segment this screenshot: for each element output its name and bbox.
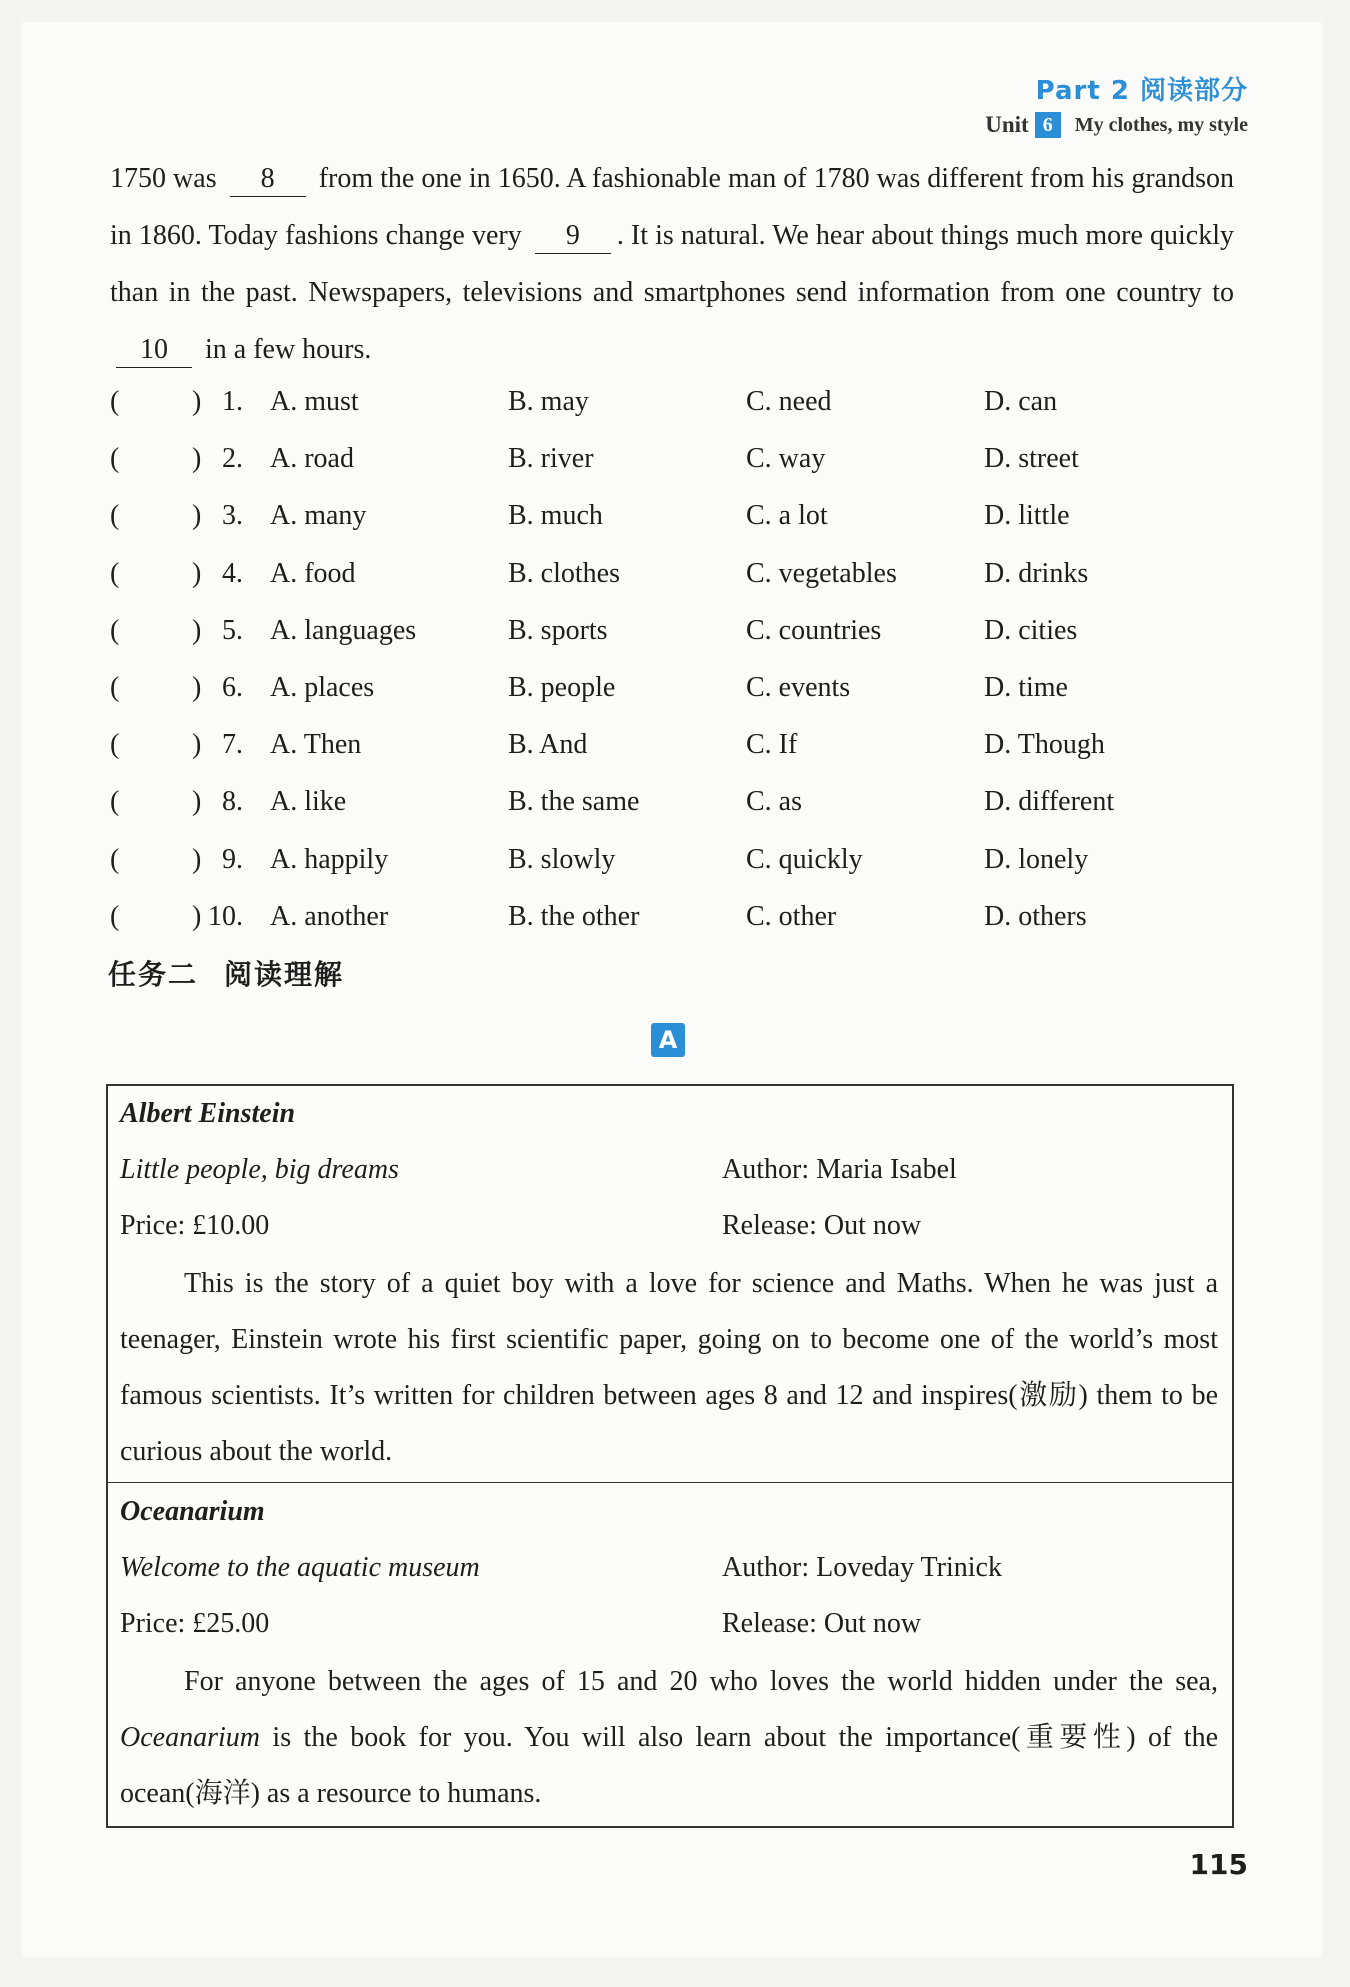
cloze-passage (110, 150, 1234, 378)
question-row (110, 608, 1240, 665)
option-c: C. If (746, 729, 798, 761)
task-heading (108, 953, 344, 993)
option-a: A. another (270, 900, 389, 932)
question-number: 1. (222, 386, 243, 417)
option-b: B. sports (508, 614, 608, 646)
question-number: 9. (222, 843, 243, 875)
answer-paren-close: ) (192, 386, 202, 417)
book-title: Oceanarium (120, 1496, 265, 1527)
option-d: D. time (984, 671, 1068, 703)
passage-text: 1750 was (110, 163, 217, 194)
option-c: C. way (746, 443, 826, 475)
question-number: 6. (222, 671, 243, 703)
answer-paren-close: ) (192, 443, 202, 475)
answer-paren-close: ) (192, 614, 202, 646)
option-d: D. drinks (984, 557, 1089, 589)
answer-paren-open[interactable]: ( (110, 843, 120, 875)
description-text: is the book for you. You will also learn about the importance(重要性) of the ocean(海洋) as a resource to humans. (120, 1722, 1218, 1809)
answer-paren-close: ) (192, 671, 202, 703)
task-title: 阅读理解 (224, 958, 345, 991)
option-b: B. clothes (508, 557, 620, 589)
question-number: 3. (222, 500, 243, 532)
passage-text: . It is natural. We hear about things much more quickly than in the past. Newspapers, televisions and smartphones send information from one country to (110, 220, 1234, 308)
passage-text: in a few hours. (205, 334, 372, 365)
answer-paren-close: ) (192, 843, 202, 875)
answer-paren-open[interactable]: ( (110, 900, 120, 932)
answer-paren-close: ) (192, 557, 202, 589)
option-c: C. need (746, 386, 832, 417)
answer-paren-open[interactable]: ( (110, 614, 120, 646)
question-row (110, 894, 1240, 951)
option-b: B. people (508, 671, 616, 703)
option-d: D. Though (984, 729, 1105, 761)
answer-paren-open[interactable]: ( (110, 557, 120, 589)
blank-10: 10 (116, 333, 192, 368)
option-d: D. lonely (984, 843, 1089, 875)
question-row (110, 779, 1240, 836)
answer-paren-close: ) (192, 729, 202, 761)
option-a: A. must (270, 386, 359, 417)
question-number: 5. (222, 614, 243, 646)
book-release: Release: Out now (722, 1210, 922, 1241)
question-number: 2. (222, 443, 243, 475)
option-a: A. places (270, 671, 375, 703)
book-price: Price: £25.00 (120, 1608, 270, 1639)
answer-paren-open[interactable]: ( (110, 729, 120, 761)
header-unit (985, 112, 1248, 138)
book-author: Author: Loveday Trinick (722, 1552, 1002, 1583)
book-subtitle: Little people, big dreams (120, 1154, 399, 1185)
option-d: D. street (984, 443, 1079, 475)
option-b: B. the same (508, 786, 640, 818)
question-number: 8. (222, 786, 243, 818)
answer-paren-close: ) (192, 500, 202, 532)
passage-text: from the one in 1650. A fashionable man of 1780 was different from his grandson in 1860. Today fashions change very (110, 163, 1235, 251)
option-b: B. much (508, 500, 603, 532)
option-c: C. countries (746, 614, 882, 646)
task-label: 任务二 (108, 958, 199, 991)
option-c: C. as (746, 786, 802, 818)
option-a: A. food (270, 557, 356, 589)
option-a: A. many (270, 500, 367, 532)
blank-8: 8 (230, 162, 306, 197)
option-d: D. different (984, 786, 1115, 818)
option-a: A. Then (270, 729, 362, 761)
book-subtitle: Welcome to the aquatic museum (120, 1552, 480, 1583)
question-row (110, 493, 1240, 550)
unit-title: My clothes, my style (1074, 113, 1248, 136)
question-number: 4. (222, 557, 243, 589)
question-row (110, 665, 1240, 722)
page-number: 115 (1189, 1848, 1248, 1881)
question-row (110, 551, 1240, 608)
book-release: Release: Out now (722, 1608, 922, 1639)
answer-paren-open[interactable]: ( (110, 443, 120, 475)
book-price: Price: £10.00 (120, 1210, 270, 1241)
option-b: B. And (508, 729, 588, 761)
option-c: C. quickly (746, 843, 863, 875)
header-part: Part 2 阅读部分 (1035, 76, 1248, 106)
option-a: A. languages (270, 614, 417, 646)
option-a: A. happily (270, 843, 389, 875)
book-description (120, 1654, 1218, 1822)
option-b: B. slowly (508, 843, 616, 875)
answer-paren-open[interactable]: ( (110, 386, 120, 417)
question-number: 7. (222, 729, 243, 761)
option-c: C. vegetables (746, 557, 897, 589)
answer-paren-close: ) (192, 900, 202, 932)
option-d: D. little (984, 500, 1070, 532)
blank-9: 9 (535, 219, 611, 254)
option-c: C. other (746, 900, 837, 932)
option-d: D. can (984, 386, 1058, 417)
unit-label: Unit (985, 112, 1029, 137)
book-list-box (106, 1084, 1234, 1828)
option-a: A. road (270, 443, 354, 475)
option-b: B. river (508, 443, 594, 475)
options-list (110, 379, 1240, 951)
question-row (110, 379, 1240, 436)
unit-number-badge: 6 (1035, 112, 1061, 138)
option-b: B. the other (508, 900, 640, 932)
answer-paren-open[interactable]: ( (110, 786, 120, 818)
option-c: C. a lot (746, 500, 828, 532)
answer-paren-close: ) (192, 786, 202, 818)
question-row (110, 436, 1240, 493)
option-b: B. may (508, 386, 589, 417)
description-book-name: Oceanarium (120, 1722, 260, 1753)
book-divider (108, 1482, 1232, 1483)
book-author: Author: Maria Isabel (722, 1154, 957, 1185)
answer-paren-open[interactable]: ( (110, 500, 120, 532)
option-c: C. events (746, 671, 851, 703)
question-row (110, 837, 1240, 894)
book-title: Albert Einstein (120, 1098, 296, 1129)
option-a: A. like (270, 786, 347, 818)
description-text: For anyone between the ages of 15 and 20 who loves the world hidden under the sea, (184, 1666, 1218, 1697)
option-d: D. cities (984, 614, 1078, 646)
option-d: D. others (984, 900, 1087, 932)
section-a-badge: A (651, 1023, 685, 1057)
book-description: This is the story of a quiet boy with a love for science and Maths. When he was just a teenager, Einstein wrote his first scientific paper, going on to become one of the world’s most famous scientists. It’s written for children between ages 8 and 12 and inspires(激励) them to be curious about the world. (120, 1268, 1218, 1467)
question-number: 10. (208, 900, 243, 932)
question-row (110, 722, 1240, 779)
answer-paren-open[interactable]: ( (110, 671, 120, 703)
